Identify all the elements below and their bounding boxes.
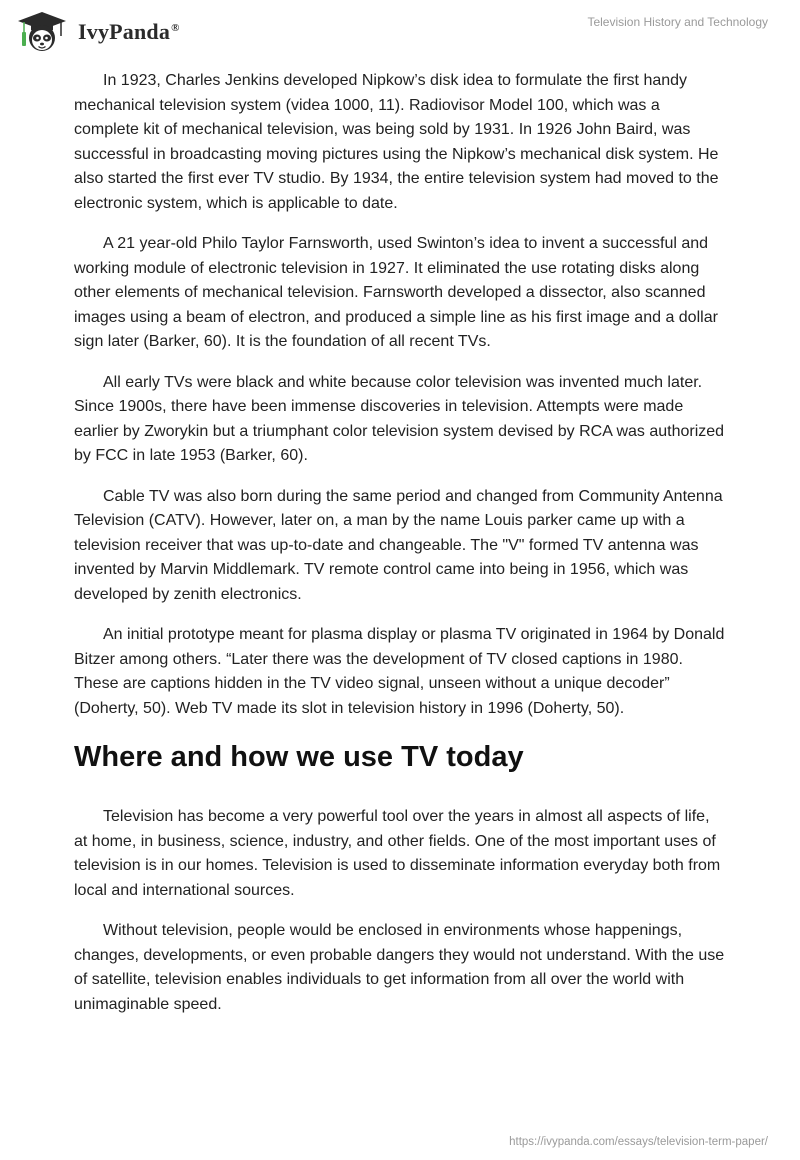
document-title: Television History and Technology <box>587 15 768 29</box>
paragraph: An initial prototype meant for plasma display or plasma TV originated in 1964 by Donald Bitzer among others. “Later there was the development of TV closed captions in 1980. These are captions hidden in the TV video signal, unseen without a unique decoder” (Doherty, 50). Web TV made its slot in television history in 1996 (Doherty, 50). <box>74 626 725 717</box>
page-header <box>0 0 800 60</box>
paragraph: Cable TV was also born during the same period and changed from Community Antenna Television (CATV). However, later on, a man by the name Louis parker came up with a television receiver that was up-to-date and changeable. The "V" formed TV antenna was invented by Marvin Middlemark. TV remote control came into being in 1956, which was developed by zenith electronics. <box>74 487 723 603</box>
paragraph: Without television, people would be enclosed in environments whose happenings, changes, developments, or even probable dangers they would not understand. With the use of satellite, television enables individuals to get information from all over the world with unimaginable speed. <box>74 922 725 1013</box>
trademark-sign: ® <box>171 21 180 34</box>
brand-logo[interactable] <box>14 8 180 56</box>
paragraph: All early TVs were black and white because color television was invented much later. Since 1900s, there have been immense discoveries in television. Attempts were made earlier by Zworykin but a triumphant color television system devised by RCA was authorized by FCC in late 1953 (Barker, 60). <box>74 373 725 464</box>
essay-content <box>74 69 726 1033</box>
paragraph: Television has become a very powerful tool over the years in almost all aspects of life, at home, in business, science, industry, and other fields. One of the most important uses of television is in our homes. Television is used to disseminate information everyday both from local and international sources. <box>74 808 721 899</box>
brand-name: IvyPanda® <box>78 19 180 44</box>
source-url-link[interactable]: https://ivypanda.com/essays/television-term-paper/ <box>509 1136 768 1148</box>
panda-graduate-icon <box>14 10 70 54</box>
section-heading: Where and how we use TV today <box>74 741 524 773</box>
paragraph: In 1923, Charles Jenkins developed Nipkow’s disk idea to formulate the first handy mechanical television system (videa 1000, 11). Radiovisor Model 100, which was a complete kit of mechanical television, was being sold by 1931. In 1926 John Baird, was successful in broadcasting moving pictures using the Nipkow’s mechanical disk system. He also started the first ever TV studio. By 1934, the entire television system had moved to the electronic system, which is applicable to date. <box>74 72 719 212</box>
paragraph: A 21 year-old Philo Taylor Farnsworth, used Swinton’s idea to invent a successful and working module of electronic television in 1927. It eliminated the use rotating disks along other elements of mechanical television. Farnsworth developed a dissector, also scanned images using a beam of electron, and produced a simple line as his first image and a dollar sign later (Barker, 60). It is the foundation of all recent TVs. <box>74 235 718 350</box>
